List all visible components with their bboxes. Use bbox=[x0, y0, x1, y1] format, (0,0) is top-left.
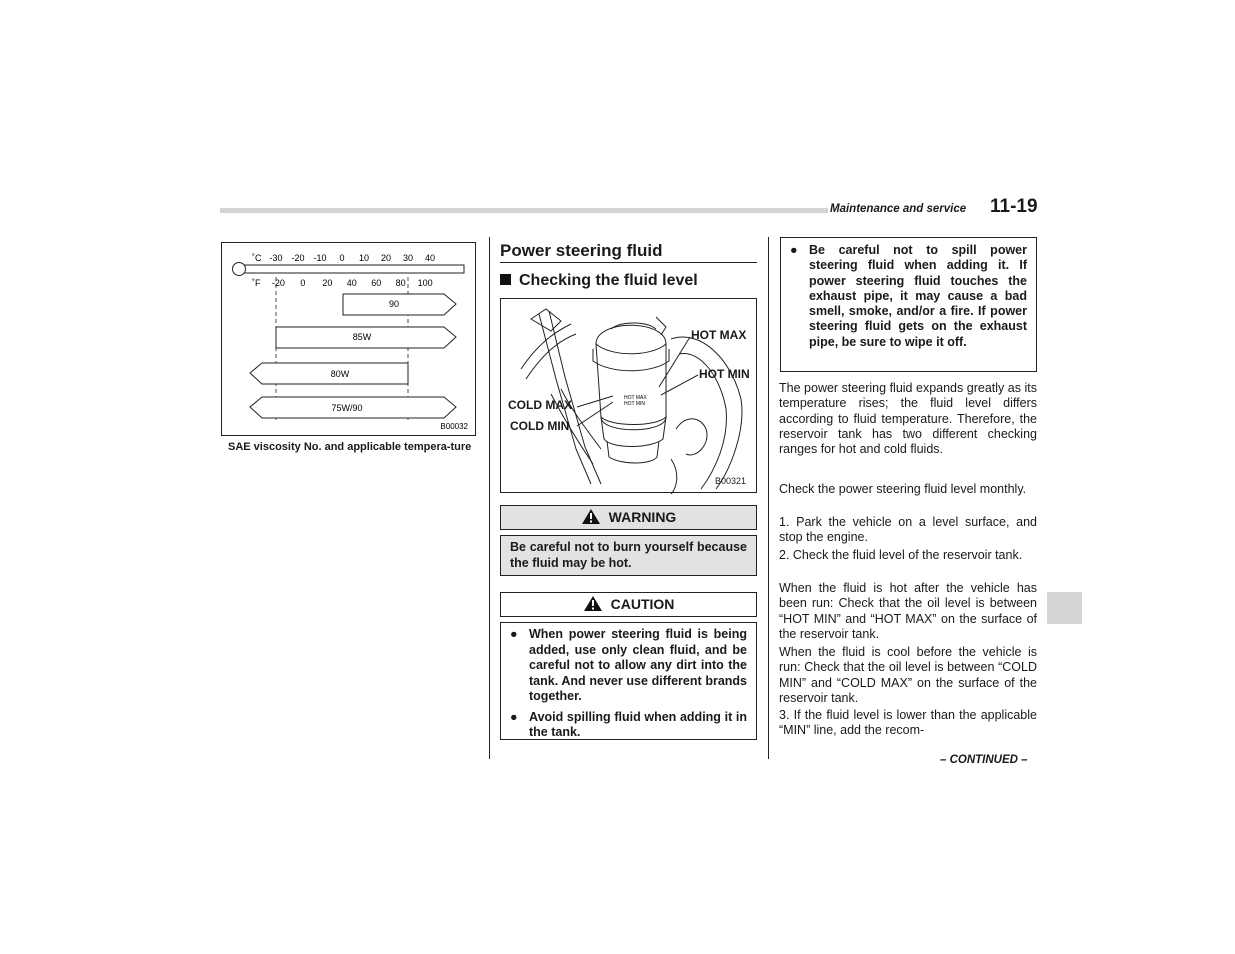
warning-header bbox=[500, 505, 757, 530]
bullet-icon: ● bbox=[510, 627, 518, 641]
column-divider-left bbox=[489, 237, 490, 759]
caution-item bbox=[510, 627, 747, 705]
celsius-tick-label: -10 bbox=[313, 253, 327, 263]
fahrenheit-ticks bbox=[272, 278, 433, 288]
header-section-title: Maintenance and service bbox=[830, 203, 967, 215]
caution-item bbox=[790, 243, 1027, 350]
bullet-icon: ● bbox=[510, 709, 518, 724]
label-cold-max: COLD MAX bbox=[508, 398, 572, 412]
fahrenheit-tick-label: 100 bbox=[417, 278, 433, 288]
chart-code: B00032 bbox=[440, 422, 468, 431]
fahrenheit-tick-label: 0 bbox=[300, 278, 306, 288]
caution-continued-box bbox=[780, 237, 1037, 372]
chart-caption: SAE viscosity No. and applicable tempera-ture bbox=[228, 441, 472, 453]
bar-75w90-label: 75W/90 bbox=[331, 403, 363, 413]
warning-title: WARNING bbox=[608, 509, 677, 525]
section-title: Power steering fluid bbox=[500, 241, 663, 260]
warning-triangle-icon bbox=[581, 508, 601, 525]
step-3: 3. If the fluid level is lower than the applicable “MIN” line, add the recom- bbox=[779, 708, 1037, 738]
viscosity-chart-graphic bbox=[222, 243, 477, 437]
bar-85w-label: 85W bbox=[352, 332, 372, 342]
caution-box bbox=[500, 622, 757, 740]
caution-item-text: When power steering fluid is being added, use only clean fluid, and be careful not to allow any dirt into the tank. And never use different brands together. bbox=[529, 627, 747, 703]
chapter-tab bbox=[1047, 592, 1082, 624]
fahrenheit-tick-label: 40 bbox=[346, 278, 357, 288]
bullet-icon: ● bbox=[790, 243, 798, 257]
body-paragraph-expansion: The power steering fluid expands greatly as its temperature rises; the fluid level differs according to fluid temperature. Therefore, the reservoir tank has two different checking ranges for hot and cold fluids. bbox=[779, 381, 1037, 457]
figure-code: B00321 bbox=[715, 476, 747, 486]
celsius-tick-label: 30 bbox=[402, 253, 414, 263]
celsius-tick-label: 10 bbox=[358, 253, 370, 263]
fahrenheit-tick-label: 80 bbox=[395, 278, 406, 288]
step-1: 1. Park the vehicle on a level surface, and stop the engine. bbox=[779, 515, 1037, 545]
header-rule bbox=[220, 208, 828, 213]
viscosity-chart bbox=[221, 242, 476, 436]
thermometer-bulb bbox=[233, 263, 246, 276]
caution-title: CAUTION bbox=[610, 596, 675, 612]
celsius-tick-label: 20 bbox=[380, 253, 392, 263]
bar-80w bbox=[250, 363, 408, 384]
fahrenheit-tick-label: -20 bbox=[271, 278, 285, 288]
bar-90 bbox=[343, 294, 456, 315]
celsius-tick-label: -20 bbox=[291, 253, 305, 263]
bar-80w-label: 80W bbox=[330, 369, 350, 379]
section-title-rule bbox=[500, 262, 757, 263]
subsection-title-text: Checking the fluid level bbox=[519, 272, 698, 289]
warning-text: Be careful not to burn yourself because the fluid may be hot. bbox=[500, 535, 757, 576]
body-paragraph-monthly: Check the power steering fluid level monthly. bbox=[779, 482, 1027, 496]
celsius-unit: ˚C bbox=[252, 253, 262, 263]
column-divider-right bbox=[768, 237, 769, 759]
caution-header bbox=[500, 592, 757, 617]
step-2: 2. Check the fluid level of the reservoir tank. bbox=[779, 548, 1023, 562]
caution-item-text: Avoid spilling fluid when adding it in the tank. bbox=[529, 709, 747, 739]
celsius-tick-label: 40 bbox=[424, 253, 436, 263]
tank-mark-hot-max: HOT MAX bbox=[624, 395, 647, 401]
thermometer-tube bbox=[239, 265, 464, 273]
fahrenheit-unit: ˚F bbox=[252, 278, 261, 288]
label-hot-min: HOT MIN bbox=[699, 367, 750, 381]
square-bullet-icon bbox=[500, 274, 511, 285]
label-hot-max: HOT MAX bbox=[691, 328, 747, 342]
label-cold-min: COLD MIN bbox=[510, 419, 570, 433]
caution-item bbox=[510, 710, 747, 741]
celsius-tick-label: -30 bbox=[269, 253, 283, 263]
fahrenheit-tick-label: 60 bbox=[371, 278, 382, 288]
body-paragraph-cold: When the fluid is cool before the vehicle is run: Check that the oil level is between “COLD MIN” and “COLD MAX” on the surface of the reservoir tank. bbox=[779, 645, 1037, 705]
tank-mark-hot-min: HOT MIN bbox=[624, 401, 646, 407]
fahrenheit-tick-label: 20 bbox=[322, 278, 333, 288]
celsius-tick-label: 0 bbox=[339, 253, 345, 263]
celsius-ticks bbox=[269, 253, 435, 263]
page-number: 11-19 bbox=[990, 196, 1038, 217]
reservoir-figure bbox=[500, 298, 757, 493]
caution-item-text: Be careful not to spill power steering fluid when adding it. If power steering fluid touches the exhaust pipe, it may cause a bad smell, smoke, and/or a fire. If power steering fluid gets on the exhaust pipe, be sure to wipe it off. bbox=[809, 243, 1027, 349]
caution-triangle-icon bbox=[583, 595, 603, 612]
subsection-title bbox=[500, 272, 698, 290]
continued-note: – CONTINUED – bbox=[940, 754, 1028, 766]
body-paragraph-hot: When the fluid is hot after the vehicle has been run: Check that the oil level is between “HOT MIN” and “HOT MAX” on the surface of the reservoir tank. bbox=[779, 581, 1037, 641]
bar-90-label: 90 bbox=[388, 299, 400, 309]
